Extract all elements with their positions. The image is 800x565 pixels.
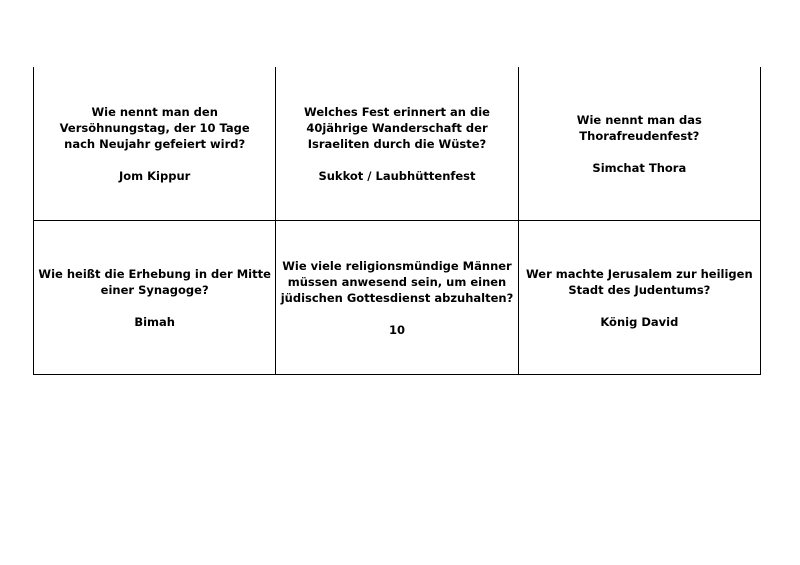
card-answer: 10	[388, 322, 405, 337]
quiz-card	[34, 221, 276, 375]
quiz-card-grid	[33, 67, 761, 375]
quiz-card	[518, 221, 760, 375]
card-answer: König David	[600, 314, 679, 329]
card-question: Wie viele religionsmündige Männer müssen anwesend sein, um einen jüdischen Gottesdienst abzuhalten?	[280, 258, 514, 305]
quiz-card	[276, 221, 518, 375]
quiz-card	[34, 67, 276, 221]
card-answer: Bimah	[134, 314, 175, 329]
card-question: Wie nennt man den Versöhnungstag, der 10 Tage nach Neujahr gefeiert wird?	[59, 104, 250, 151]
quiz-card	[518, 67, 760, 221]
card-answer: Sukkot / Laubhüttenfest	[318, 168, 476, 183]
card-question: Wie heißt die Erhebung in der Mitte einer Synagoge?	[38, 266, 271, 297]
card-row	[34, 67, 761, 221]
card-row	[34, 221, 761, 375]
card-question: Wie nennt man das Thorafreudenfest?	[576, 112, 702, 143]
card-answer: Jom Kippur	[118, 168, 191, 183]
card-question: Welches Fest erinnert an die 40jährige Wanderschaft der Israeliten durch die Wüste?	[304, 104, 490, 151]
card-answer: Simchat Thora	[592, 160, 687, 175]
card-question: Wer machte Jerusalem zur heiligen Stadt des Judentums?	[526, 266, 753, 297]
quiz-card	[276, 67, 518, 221]
